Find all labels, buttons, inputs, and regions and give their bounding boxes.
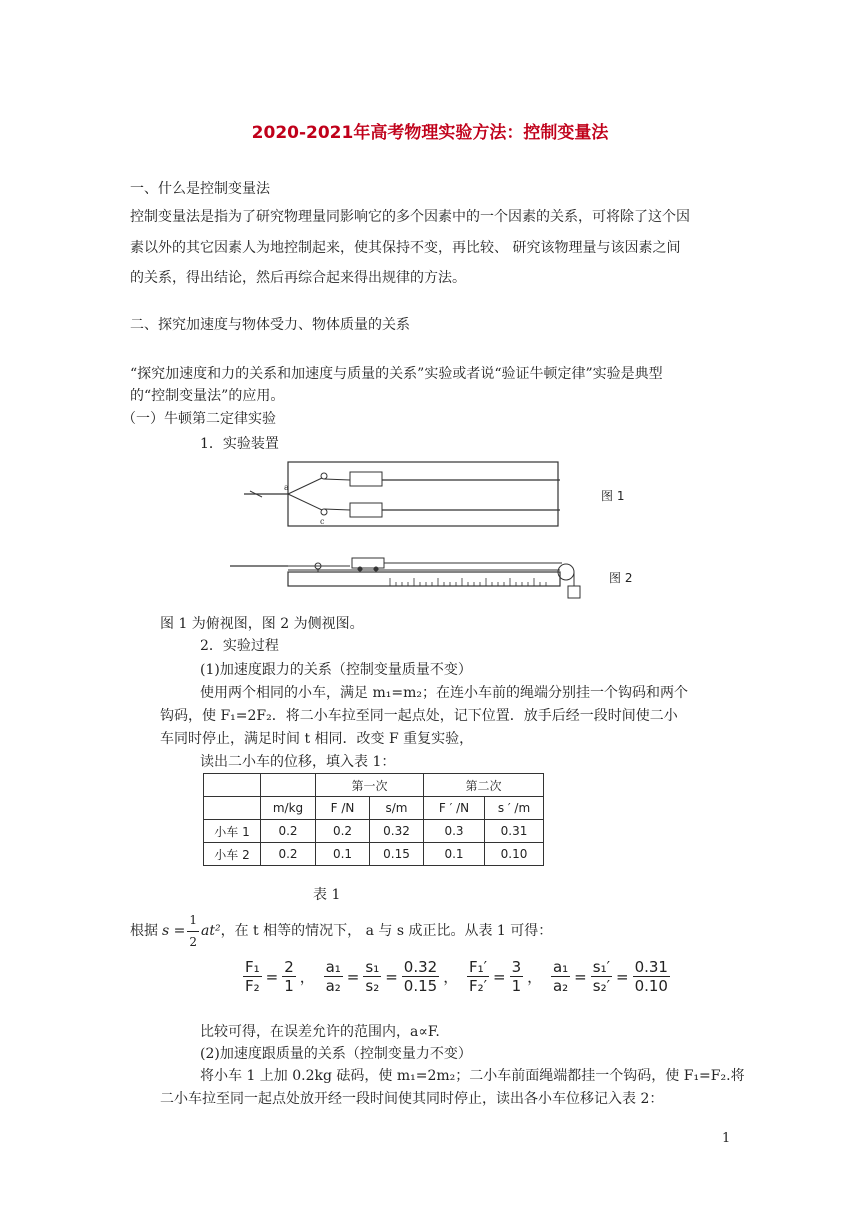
page-number: 1 [722,1131,731,1146]
eq-r1n: 2 [284,958,294,976]
table-caption: 表 1 [313,887,341,903]
table-cell: 小车 2 [204,843,261,866]
data-table-1 [203,773,544,866]
figure2-label: 图 2 [609,571,633,585]
table-header: s/m [370,797,424,820]
item1-heading: 1．实验装置 [200,436,279,452]
figure1-top-view [240,460,560,530]
section2-heading: 二、探究加速度与物体受力、物体质量的关系 [130,317,410,333]
eq-v1n: 0.32 [403,958,438,976]
table-cell: 0.1 [316,843,370,866]
eq-fp1: F₁′ [468,958,488,976]
table-header: F ′ /N [424,797,485,820]
section1-line1: 控制变量法是指为了研究物理量同影响它的多个因素中的一个因素的关系，可将除了这个因 [130,209,690,225]
item2-heading: 2．实验过程 [200,638,279,654]
step1-line4: 读出二小车的位移，填入表 1： [200,754,396,770]
table-cell: 0.31 [485,820,544,843]
page-title: 2020-2021年高考物理实验方法：控制变量法 [251,123,609,143]
table-header: m/kg [261,797,316,820]
eq-sp2: s₂′ [592,977,610,995]
eq-a1: a₁ [325,958,341,976]
table-cell [261,774,316,797]
eq-r1d: 1 [284,977,294,995]
step1-line1: 使用两个相同的小车，满足 m₁=m₂；在连小车前的绳端分别挂一个钩码和两个 [200,685,688,701]
step2-title: (2)加速度跟质量的关系（控制变量力不变） [200,1046,472,1062]
subsection-heading: （一）牛顿第二定律实验 [122,411,276,427]
eq-a2: a₂ [325,977,341,995]
eq-v2n: 0.31 [634,958,668,976]
figure-caption: 图 1 为俯视图，图 2 为侧视图。 [160,616,364,632]
table-cell [204,774,261,797]
eq-f1: F₁ [245,958,260,976]
formula-at: at² [201,923,221,939]
eq-s2: s₂ [365,977,380,995]
formula-prefix: 根据 [130,923,158,939]
eq-a2b: a₂ [552,977,569,995]
table-cell: 0.1 [424,843,485,866]
eq-sp1: s₁′ [592,958,610,976]
eq-s1: s₁ [365,958,380,976]
formula-line [130,910,552,953]
table-header: s ′ /m [485,797,544,820]
table-header [204,797,261,820]
formula-half [187,910,199,953]
svg-text:c: c [320,517,325,526]
step1-line2: 钩码，使 F₁=2F₂．将二小车拉至同一起点处，记下位置．放手后经一段时间使二小 [160,708,678,724]
section1-line2: 素以外的其它因素人为地控制起来，使其保持不变，再比较、 研究该物理量与该因素之间 [130,240,681,256]
section2-intro1: “探究加速度和力的关系和加速度与质量的关系”实验或者说“验证牛顿定律”实验是典型 [130,366,663,382]
table-row [204,820,544,843]
formula-s: s = [162,923,186,939]
eq-a1b: a₁ [552,958,569,976]
frac-numerator: 1 [187,910,199,932]
figure1-label: 图 1 [601,489,625,503]
table-group-header: 第二次 [424,774,544,797]
step2-line2: 二小车拉至同一起点处放开经一段时间使其同时停止，读出各小车位移记入表 2： [160,1091,664,1107]
formula-suffix: ，在 t 相等的情况下， a 与 s 成正比。从表 1 可得： [220,923,553,939]
section1-heading: 一、什么是控制变量法 [130,181,270,197]
svg-text:a: a [284,483,289,492]
eq-r2n: 3 [511,958,522,976]
table-cell: 0.10 [485,843,544,866]
eq-fp2: F₂′ [468,977,488,995]
table-cell: 0.32 [370,820,424,843]
step2-line1: 将小车 1 上加 0.2kg 砝码，使 m₁=2m₂；二小车前面绳端都挂一个钩码，使 F₁=F₂.将 [200,1068,745,1084]
step1-title: (1)加速度跟力的关系（控制变量质量不变） [200,662,472,678]
figure2-side-view [230,548,590,604]
table-row [204,843,544,866]
table-cell: 0.3 [424,820,485,843]
frac-denominator: 2 [189,935,198,949]
section2-intro2: 的“控制变量法”的应用。 [130,388,285,404]
eq-v2d: 0.10 [634,977,668,995]
table-cell: 0.15 [370,843,424,866]
table-cell: 0.2 [261,843,316,866]
conclusion-line: 比较可得，在误差允许的范围内，a∝F. [200,1024,440,1040]
ratio-equations: $\frac{\text{F₁}}{\text{F₂}}$ = $\frac{2}{1}$ ， $\frac{\text{a₁}}{\text{a₂}}$ = $\frac{\text{s₁}}{\text{s₂}}$ = $\frac{0.32}{0.15}$ ， $\frac{\text{F₁′}}{\text{F₂′}}$ = $\frac{3}{1}$ ， $\frac{\text{a₁}}{\text{a₂}}$ = $\frac{\text{s₁′}}{\text{s₂′}}$ = $\frac{0.31}{0.10}$ [245,958,668,995]
step1-line3: 车同时停止，满足时间 t 相同．改变 F 重复实验， [160,731,474,747]
eq-r2d: 1 [511,977,522,995]
section1-line3: 的关系，得出结论，然后再综合起来得出规律的方法。 [130,270,466,286]
eq-f2: F₂ [245,977,260,995]
table-header: F /N [316,797,370,820]
table-group-header: 第一次 [316,774,424,797]
table-cell: 0.2 [316,820,370,843]
table-cell: 0.2 [261,820,316,843]
table-cell: 小车 1 [204,820,261,843]
eq-v1d: 0.15 [403,977,438,995]
